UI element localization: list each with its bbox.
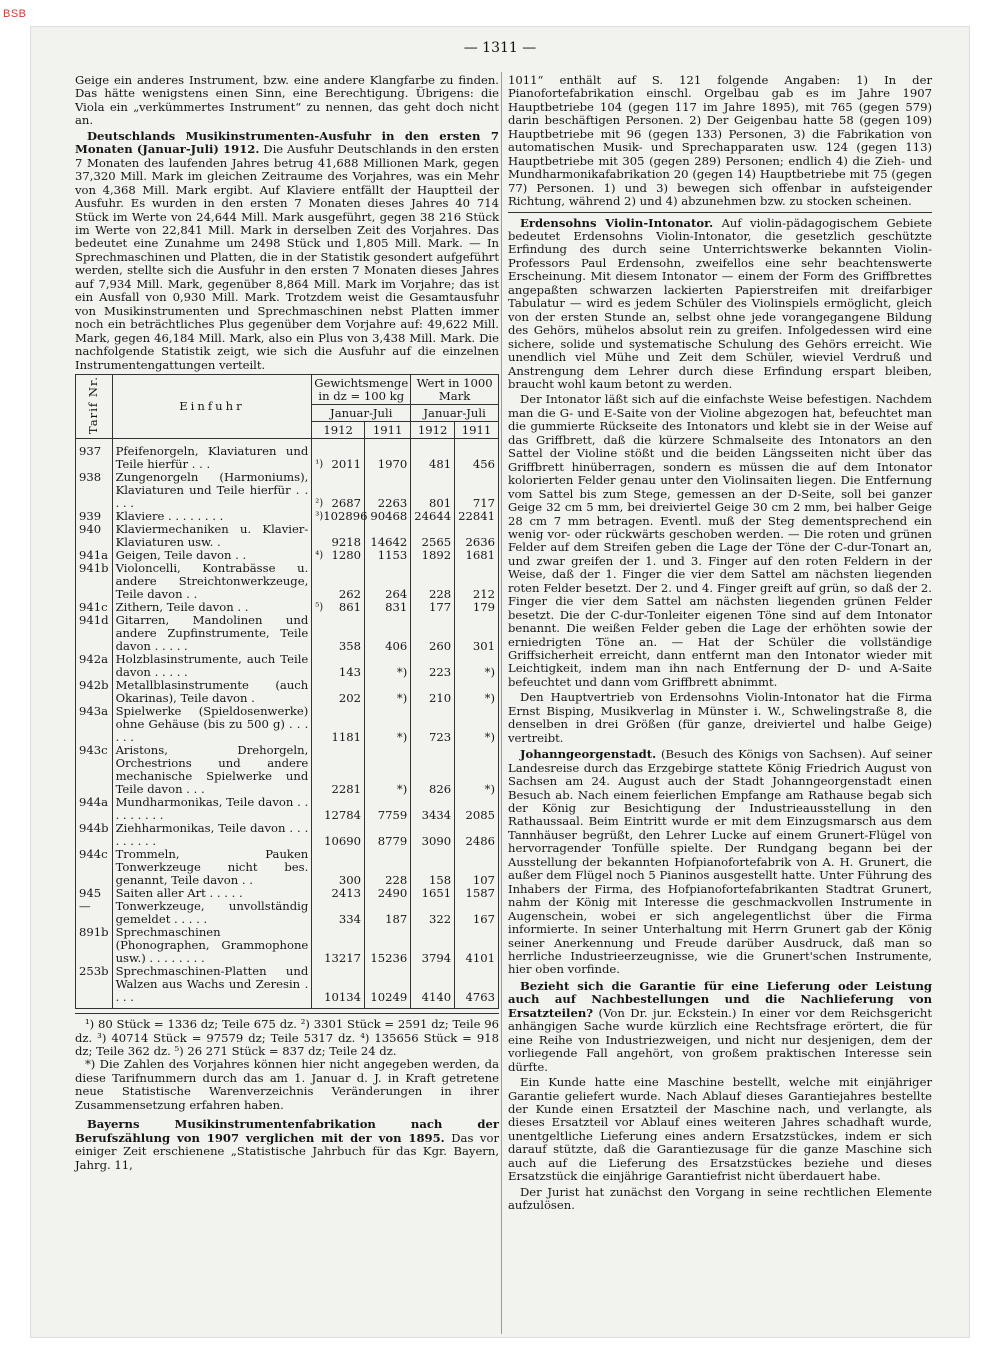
period-header: Januar-Juli [411, 405, 499, 422]
value-1912: 3090 [411, 822, 455, 848]
weight-1912: 262 [312, 562, 365, 601]
item-name: Klaviere . . . . . . . . [112, 510, 312, 523]
weight-1912: 143 [312, 653, 365, 679]
weight-1911: *) [364, 679, 410, 705]
value-1912: 1651 [411, 887, 455, 900]
weight-1912: 1181 [312, 705, 365, 744]
bavaria-continuation: 1011“ enthält auf S. 121 folgende Angaben: 1) In der Pianofortefabrikation einschl. Orgelbau gab es im Jahre 1907 Hauptbetriebe 104 (gegen 117 im Jahre 1895), mit 765 (gegen 579) darin beschäftigen Personen. 2) Der Geigenbau hatte 58 (gegen 109) Hauptbetriebe mit 96 (gegen 133) Personen, 3) die Fabrikation von automatischen Musik- und Sprechapparaten usw. 124 (gegen 113) Hauptbetriebe mit 305 (gegen 289) Personen; endlich 4) die Zieh- und Mundharmonikafabrikation 20 (gegen 14) Hauptbetriebe mit 75 (gegen 77) Personen. 1) und 3) bewegen sich offenbar in aufsteigender Richtung, während 2) und 4) abzunehmen bzw. zu stocken scheinen. [508, 73, 932, 209]
tarif-number: 944a [76, 796, 113, 822]
value-1912: 228 [411, 562, 455, 601]
weight-1911: *) [364, 744, 410, 796]
guarantee-heading: Bezieht sich die Garantie für eine Lieferung oder Leistung auch auf Nachbestellungen und die Nachlieferung von Ersatzteilen? [508, 978, 932, 1020]
bavaria-heading: Bayerns Musikinstrumentenfabrikation nach der Berufszählung von 1907 verglichen mit der von 1895. [75, 1117, 499, 1145]
value-1912: 801 [411, 471, 455, 510]
period-header: Januar-Juli [312, 405, 411, 422]
table-row [76, 614, 499, 653]
tarif-number: 944c [76, 848, 113, 887]
value-1911: 456 [455, 439, 499, 472]
tarif-number: 940 [76, 523, 113, 549]
tarif-number: 941c [76, 601, 113, 614]
weight-1912: 10134 [312, 965, 365, 1009]
table-row [76, 848, 499, 887]
weight-1911: 264 [364, 562, 410, 601]
bavaria-text: Das vor einiger Zeit erschienene „Statistische Jahrbuch für das Kgr. Bayern, Jahrg. 11, [75, 1130, 499, 1172]
weight-1912: ³) 102896 [312, 510, 365, 523]
value-1912: 1892 [411, 549, 455, 562]
tarif-number: 941d [76, 614, 113, 653]
weight-1912: 2413 [312, 887, 365, 900]
table-row [76, 705, 499, 744]
tarif-number: 939 [76, 510, 113, 523]
footnote-counts: ¹) 80 Stück = 1336 dz; Teile 675 dz. ²) 3301 Stück = 2591 dz; Teile 96 dz. ³) 40714 Stück = 97579 dz; Teile 5317 dz. ⁴) 135656 Stück = 918 dz; Teile 362 dz. ⁵) 26 271 Stück = 837 dz; Teile 24 dz. [75, 1017, 499, 1058]
weight-1912: 9218 [312, 523, 365, 549]
export-table [75, 374, 499, 1009]
weight-1911: 2263 [364, 471, 410, 510]
tarif-number: 941a [76, 549, 113, 562]
value-1912: 3434 [411, 796, 455, 822]
tarif-number: 943c [76, 744, 113, 796]
item-name: Geigen, Teile davon . . [112, 549, 312, 562]
footnote-ref: ¹) [315, 459, 324, 471]
value-1911: 4763 [455, 965, 499, 1009]
tarif-number: 941b [76, 562, 113, 601]
intro-paragraph: Geige ein anderes Instrument, bzw. eine andere Klangfarbe zu finden. Das hätte wenigstens einen Sinn, eine Berechtigung. Übrigens: die Viola ein „verkümmertes Instrument“ zu nennen, das geht doch nicht an. [75, 73, 499, 128]
value-1912: 210 [411, 679, 455, 705]
item-name: Metallblasinstrumente (auch Okarinas), Teile davon . [112, 679, 312, 705]
table-row [76, 965, 499, 1009]
weight-1912: 334 [312, 900, 365, 926]
export-heading: Deutschlands Musikinstrumenten-Ausfuhr in den ersten 7 Monaten (Januar-Juli) 1912. [75, 128, 499, 157]
weight-1911: 10249 [364, 965, 410, 1009]
weight-1912: ¹) 2011 [312, 439, 365, 472]
left-column [75, 74, 499, 1174]
value-1912: 4140 [411, 965, 455, 1009]
footnote-rule [75, 1013, 499, 1014]
item-name: Ziehharmonikas, Teile davon . . . . . . . . . [112, 822, 312, 848]
table-row [76, 900, 499, 926]
value-1912: 481 [411, 439, 455, 472]
tarif-number: — [76, 900, 113, 926]
weight-1912: ²) 2687 [312, 471, 365, 510]
weight-1912: ⁴) 1280 [312, 549, 365, 562]
value-1912: 3794 [411, 926, 455, 965]
item-name: Mundharmonikas, Teile davon . . . . . . . . . [112, 796, 312, 822]
weight-1911: 8779 [364, 822, 410, 848]
weight-1912: 202 [312, 679, 365, 705]
violin-heading: Erdensohns Violin-Intonator. [520, 215, 714, 230]
item-name: Violoncelli, Kontrabässe u. andere Streichtonwerkzeuge, Teile davon . . [112, 562, 312, 601]
item-name: Klaviermechaniken u. Klavier-Klaviaturen usw. . [112, 523, 312, 549]
guarantee-article [508, 980, 932, 1074]
weight-1911: 406 [364, 614, 410, 653]
value-1911: 2085 [455, 796, 499, 822]
footnote-ref: ⁴) [315, 550, 324, 562]
tarif-number: 253b [76, 965, 113, 1009]
item-name: Sprechmaschinen (Phonographen, Grammophone usw.) . . . . . . . . [112, 926, 312, 965]
export-text: Die Ausfuhr Deutschlands in den ersten 7 Monaten des laufenden Jahres betrug 41,688 Millionen Mark, gegen 37,320 Mill. Mark im gleichen Zeitraume des Vorjahres, was ein Mehr von 4,368 Mill. Mark ergibt. Auf Klaviere entfällt der Hauptteil der Ausfuhr. Es wurden in den ersten 7 Monaten dieses Jahres 40 714 Stück im Werte von 24,644 Mill. Mark ausgeführt, gegen 38 216 Stück im Werte von 22,841 Mill. Mark in derselben Zeit des Vorjahres. Das bedeutet eine Zunahme um 2498 Stück und 1,805 Mill. Mark. — In Sprechmaschinen und Platten, die in der Statistik gesondert aufgeführt werden, stellte sich die Ausfuhr in den ersten 7 Monaten dieses Jahres auf 7,934 Mill. Mark, gegenüber 8,864 Mill. Mark im Vorjahre; das ist ein Ausfall von 0,930 Mill. Mark. Trotzdem weist die Gesamtausfuhr von Musikinstrumenten und Sprechmaschinen nebst Platten immer noch ein beträchtliches Plus gegenüber dem Vorjahre auf: 49,622 Mill. Mark, gegen 46,184 Mill. Mark, also ein Plus von 3,438 Mill. Mark. Die nachfolgende Statistik zeigt, wie sich die Ausfuhr auf die einzelnen Instrumentengattungen verteilt. [75, 142, 500, 372]
table-row [76, 653, 499, 679]
weight-1912: ⁵) 861 [312, 601, 365, 614]
table-row [76, 523, 499, 549]
item-name: Sprechmaschinen-Platten und Walzen aus Wachs und Zeresin . . . . [112, 965, 312, 1009]
violin-article [508, 217, 932, 392]
value-1911: 212 [455, 562, 499, 601]
value-1911: 301 [455, 614, 499, 653]
weight-1911: 14642 [364, 523, 410, 549]
weight-1911: *) [364, 705, 410, 744]
table-row [76, 471, 499, 510]
item-name: Spielwerke (Spieldosenwerke) ohne Gehäuse (bis zu 500 g) . . . . . . [112, 705, 312, 744]
weight-1911: 1970 [364, 439, 410, 472]
page-number: — 1311 — [463, 40, 537, 56]
guarantee-text: (Von Dr. jur. Eckstein.) In einer vor dem Reichsgericht anhängigen Sache wurde kürzlich eine Rechtsfrage erörtert, die für eine Reihe von Industriezweigen, und nicht nur desjenigen, dem der vorliegende Fall angehört, von großem praktischen Interesse sein dürfte. [508, 1005, 932, 1074]
value-1911: *) [455, 679, 499, 705]
weight-1911: 2490 [364, 887, 410, 900]
item-name: Trommeln, Pauken Tonwerkzeuge nicht bes. genannt, Teile davon . . [112, 848, 312, 887]
weight-1912: 12784 [312, 796, 365, 822]
weight-1911: 228 [364, 848, 410, 887]
item-name: Aristons, Drehorgeln, Orchestrions und andere mechanische Spielwerke und Teile davon . . . [112, 744, 312, 796]
value-1912: 177 [411, 601, 455, 614]
item-name: Gitarren, Mandolinen und andere Zupfinstrumente, Teile davon . . . . . [112, 614, 312, 653]
weight-1912: 300 [312, 848, 365, 887]
newspaper-page [30, 26, 970, 1338]
item-name: Tonwerkzeuge, unvollständig gemeldet . . . . . [112, 900, 312, 926]
value-1911: 167 [455, 900, 499, 926]
column-divider [501, 72, 502, 1334]
item-name: Zithern, Teile davon . . [112, 601, 312, 614]
footnote-asterisk: *) Die Zahlen des Vorjahres können hier nicht angegeben werden, da diese Tarifnummern durch das am 1. Januar d. J. in Kraft getretene neue Statistische Warenverzeichnis Veränderungen in ihrer Zusammensetzung erfahren haben. [75, 1057, 499, 1112]
tarif-number: 938 [76, 471, 113, 510]
tarif-number: 942b [76, 679, 113, 705]
violin-paragraph: Den Hauptvertrieb von Erdensohns Violin-Intonator hat die Firma Ernst Bisping, Musikverlag in Münster i. W., Schwelingstraße 8, die denselben in drei Größen (für ganze, dreiviertel und halbe Geige) vertreibt. [508, 690, 932, 745]
weight-1911: *) [364, 653, 410, 679]
weight-1911: 7759 [364, 796, 410, 822]
einfuhr-header: Einfuhr [112, 374, 312, 438]
bavaria-article [75, 1118, 499, 1172]
value-1912: 322 [411, 900, 455, 926]
value-1911: 179 [455, 601, 499, 614]
guarantee-paragraph: Der Jurist hat zunächst den Vorgang in seine rechtlichen Elemente aufzulösen. [508, 1184, 932, 1213]
johanngeorgenstadt-heading: Johanngeorgenstadt. [520, 747, 657, 762]
year-header: 1911 [455, 422, 499, 439]
tarif-number: 942a [76, 653, 113, 679]
tarif-number: 937 [76, 439, 113, 472]
footnote-ref: ³) [315, 511, 324, 523]
weight-1911: 15236 [364, 926, 410, 965]
item-name: Zungenorgeln (Harmoniums), Klaviaturen und Teile hierfür . . . . . [112, 471, 312, 510]
value-1912: 158 [411, 848, 455, 887]
tarif-number: 943a [76, 705, 113, 744]
value-1911: 4101 [455, 926, 499, 965]
weight-1911: 187 [364, 900, 410, 926]
value-1912: 2565 [411, 523, 455, 549]
right-column [508, 74, 932, 1215]
table-row [76, 796, 499, 822]
table-row [76, 744, 499, 796]
weight-1912: 2281 [312, 744, 365, 796]
guarantee-paragraph: Ein Kunde hatte eine Maschine bestellt, welche mit einjähriger Garantie geliefert wurde. Nach Ablauf dieses Garantiejahres bestellte der Kunde einen Ersatzteil der Maschine nach, und verlangte, als dieses Ersatzteil vor Ablauf eines weiteren Jahres schadhaft wurde, unentgeltliche Lieferung eines andern Ersatzstückes, indem er sich darauf stützte, daß die Garantiezusage für die ganze Maschine sich auch auf die Lieferung des Ersatzstückes beziehe und dieses Ersatzstück die einjährige Garantiefrist nicht überdauert habe. [508, 1075, 932, 1184]
weight-1911: 90468 [364, 510, 410, 523]
export-article [75, 130, 499, 372]
tarif-number: 945 [76, 887, 113, 900]
table-row [76, 562, 499, 601]
weight-1912: 358 [312, 614, 365, 653]
year-header: 1911 [364, 422, 410, 439]
value-1911: 2486 [455, 822, 499, 848]
tarif-number: 944b [76, 822, 113, 848]
value-1911: 1681 [455, 549, 499, 562]
value-1912: 723 [411, 705, 455, 744]
weight-1911: 831 [364, 601, 410, 614]
item-name: Saiten aller Art . . . . . [112, 887, 312, 900]
value-1912: 260 [411, 614, 455, 653]
weight-1911: 1153 [364, 549, 410, 562]
tarif-header: Tarif Nr. [76, 374, 113, 438]
item-name: Holzblasinstrumente, auch Teile davon . . . . . [112, 653, 312, 679]
section-rule [508, 212, 932, 213]
value-1911: 717 [455, 471, 499, 510]
tarif-number: 891b [76, 926, 113, 965]
johanngeorgenstadt-text: (Besuch des Königs von Sachsen). Auf seiner Landesreise durch das Erzgebirge stattete König Friedrich August von Sachsen am 24. August auch der Stadt Johanngeorgenstadt einen Besuch ab. Nach einem feierlichen Empfange am Rathause begab sich der König zur Besichtigung der Industrieausstellung in den Rathaussaal. Beim Eintritt wurde er mit dem Einzugsmarsch aus dem Tannhäuser begrüßt, den Lehrer Lucke auf einem Grunert-Flügel von hervorragender Tonfülle spielte. Der Rundgang begann bei der Ausstellung der bekannten Hofpianofortefabrik von A. H. Grunert, die außer dem Flügel noch 5 Pianinos ausgestellt hatte. Unter Führung des Inhabers der Firma, des Hofpianofortefabrikanten Stadtrat Grunert, nahm der König mit Interesse die geschmackvollen Instrumente in Augenschein, wobei er sich angelegentlichst über die Firma informierte. In seiner Unterhaltung mit Herrn Grunert gab der König seiner Anerkennung und Freude darüber Ausdruck, daß man so herrliche Industrieerzeugnisse, wie die Grunert'schen Instrumente, hier oben vorfinde. [508, 747, 932, 977]
value-1912: 826 [411, 744, 455, 796]
value-1911: *) [455, 705, 499, 744]
table-row [76, 926, 499, 965]
value-1911: 107 [455, 848, 499, 887]
item-name: Pfeifenorgeln, Klaviaturen und Teile hierfür . . . [112, 439, 312, 472]
value-1911: *) [455, 744, 499, 796]
value-1911: 22841 [455, 510, 499, 523]
year-header: 1912 [312, 422, 365, 439]
year-header: 1912 [411, 422, 455, 439]
value-1912: 223 [411, 653, 455, 679]
watermark-label: BSB [3, 8, 27, 20]
johanngeorgenstadt-article [508, 748, 932, 977]
value-1911: *) [455, 653, 499, 679]
weight-1912: 13217 [312, 926, 365, 965]
table-row [76, 822, 499, 848]
value-1911: 1587 [455, 887, 499, 900]
weight-header: Gewichtsmenge in dz = 100 kg [312, 374, 411, 404]
footnote-ref: ⁵) [315, 602, 324, 614]
violin-text: Auf violin-pädagogischem Gebiete bedeutet Erdensohns Violin-Intonator, die gesetzlich geschützte Erfindung des durch seine Unterrichtswerke bekannten Violin-Professors Paul Erdensohn, zweifellos eine sehr beachtenswerte Erscheinung. Mit diesem Intonator — einem der Form des Griffbrettes angepaßten schwarzen lackierten Papierstreifen mit dreifarbiger Tabulatur — wird es jedem Schüler des Violinspiels ermöglicht, gleich von der ersten Stunde an, selbst ohne jede vorangegangene Bildung des Gehörs, mühelos absolut rein zu greifen. Infolgedessen wird eine sichere, solide und systematische Schulung des Gehörs erreicht. Wie unendlich viel Mühe und Zeit dem Schüler, wieviel Verdruß und Anstrengung dem Lehrer durch diese Erfindung erspart bleiben, braucht wohl kaum betont zu werden. [508, 215, 932, 391]
violin-paragraph: Der Intonator läßt sich auf die einfachste Weise befestigen. Nachdem man die G- und E-Saite von der Violine abgezogen hat, befeuchtet man die gummierte Rückseite des Intonators und klebt sie in der Weise auf das Griffbrett, daß die kürzere Schmalseite des Intonators an den Sattel der Violine stößt und die beiden Längsseiten nicht über das Griffbrett hinüberragen, sondern es müssen die auf dem Intonator kolorierten Felder genau unter den Violinsaiten liegen. Die Entfernung vom Sattel bis zum Stege, gemessen an der D-Seite, soll bei ganzer Geige 32 cm 5 mm, bei dreiviertel Geige 30 cm 2 mm, bei halber Geige 28 cm 7 mm betragen. Eventl. muß der Steg dementsprechend ein wenig vor- oder rückwärts geschoben werden. — Die roten und grünen Felder auf dem Streifen geben die Lage der Töne der C-dur-Tonart an, und zwar greifen der 1. und 3. Finger auf den roten Feldern in der Weise, daß der 1. Finger die vier dem Sattel am nächsten liegenden roten Felder besetzt. Der 2. und 4. Finger greift auf grün, so daß der 2. Finger die vier dem Sattel am nächsten liegenden grünen Felder besetzt. Die der C-dur-Tonleiter eigenen Töne sind auf dem Intonator benannt. Die weißen Felder geben die Lage der erhöhten sowie der erniedrigten Töne an. — Hat der Schüler die vollständige Griffsicherheit erreicht, dann entfernt man den Intonator wieder mit Leichtigkeit, indem man ihn nach Entfernung der D- und A-Saite befeuchtet und dann vom Griffbrett abnimmt. [508, 392, 932, 689]
value-header: Wert in 1000 Mark [411, 374, 499, 404]
table-row [76, 679, 499, 705]
footnote-ref: ²) [315, 498, 324, 510]
value-1912: 24644 [411, 510, 455, 523]
weight-1912: 10690 [312, 822, 365, 848]
table-row [76, 439, 499, 472]
value-1911: 2636 [455, 523, 499, 549]
